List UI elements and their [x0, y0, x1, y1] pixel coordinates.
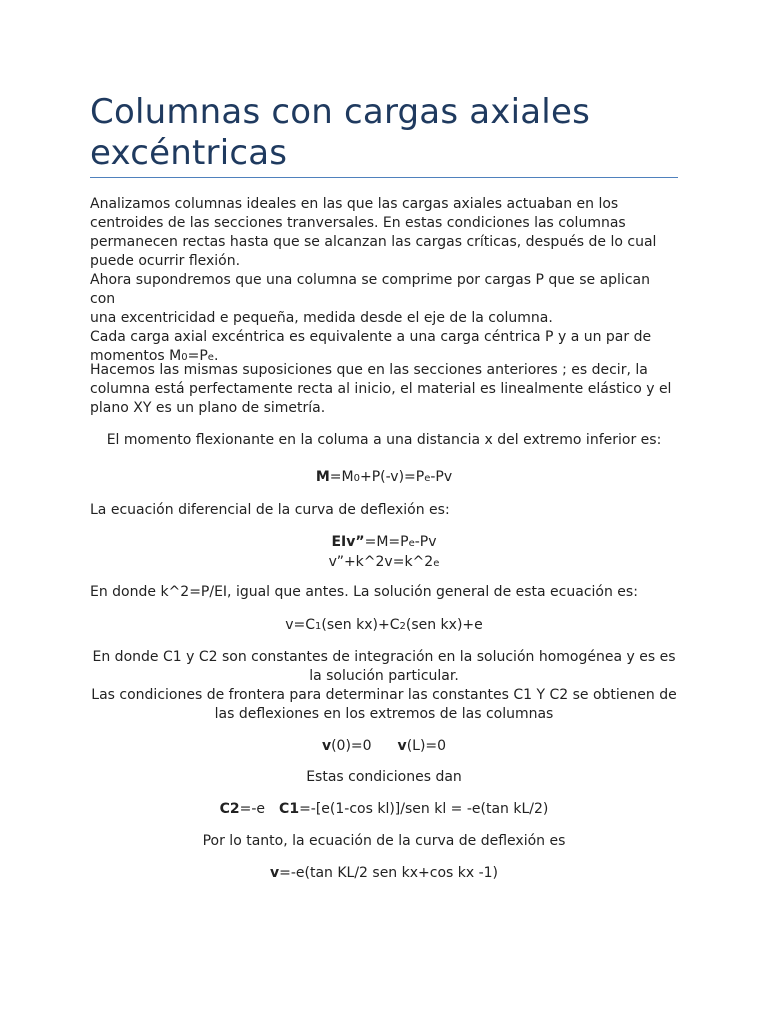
constants-paragraph [90, 648, 678, 724]
text-line: permanecen rectas hasta que se alcanzan las cargas críticas, después de lo cual [90, 234, 657, 250]
title-divider [90, 177, 678, 178]
equation-diff-line-1: EIv”=M=Pe-Pv [331, 534, 437, 550]
boundary-conditions: v(0)=0 v(L)=0 [321, 738, 447, 754]
moment-intro: El momento flexionante en la columa a una distancia x del extremo inferior es: [106, 432, 662, 448]
text-line: puede ocurrir flexión. [90, 253, 241, 269]
equation-moment: M=M0+P(-v)=Pe-Pv [315, 469, 453, 485]
equation-final: v=-e(tan KL/2 sen kx+cos kx -1) [269, 865, 499, 881]
bc-result: Estas condiciones dan [306, 769, 462, 785]
equation-general: v=C1(sen kx)+C2(sen kx)+e [285, 617, 483, 633]
equation-diff [90, 533, 678, 573]
text-line: centroides de las secciones tranversales. En estas condiciones las columnas [90, 215, 626, 231]
text-line: la solución particular. [309, 668, 459, 684]
text-line: una excentricidad e pequeña, medida desde el eje de la columna. [90, 310, 553, 326]
text-line: las deflexiones en los extremos de las columnas [214, 706, 554, 722]
text-line: columna está perfectamente recta al inicio, el material es linealmente elástico y el [90, 381, 672, 397]
moments-line: momentos M0=Pe. [90, 348, 219, 364]
diff-intro: La ecuación diferencial de la curva de deflexión es: [90, 502, 450, 518]
text-line: Ahora supondremos que una columna se comprime por cargas P que se aplican con [90, 272, 650, 307]
text-line: Las condiciones de frontera para determinar las constantes C1 Y C2 se obtienen de [91, 687, 677, 703]
page-title: Columnas con cargas axiales excéntricas [90, 92, 590, 173]
text-line: En donde C1 y C2 son constantes de integración en la solución homogénea y es es [92, 649, 676, 665]
general-intro: En donde k^2=P/EI, igual que antes. La solución general de esta ecuación es: [90, 584, 638, 600]
equation-diff-line-2: v”+k^2v=k^2e [328, 554, 440, 570]
constant-values: C2=-e C1=-[e(1-cos kl)]/sen kl = -e(tan kL/2) [219, 801, 549, 817]
intro-paragraph [90, 195, 678, 367]
text-line: Cada carga axial excéntrica es equivalente a una carga céntrica P y a un par de [90, 329, 652, 345]
text-line: Analizamos columnas ideales en las que las cargas axiales actuaban en los [90, 196, 619, 212]
final-intro: Por lo tanto, la ecuación de la curva de deflexión es [202, 833, 566, 849]
text-line: plano XY es un plano de simetría. [90, 400, 326, 416]
text-line: Hacemos las mismas suposiciones que en las secciones anteriores ; es decir, la [90, 362, 648, 378]
assumptions-paragraph [90, 361, 678, 418]
